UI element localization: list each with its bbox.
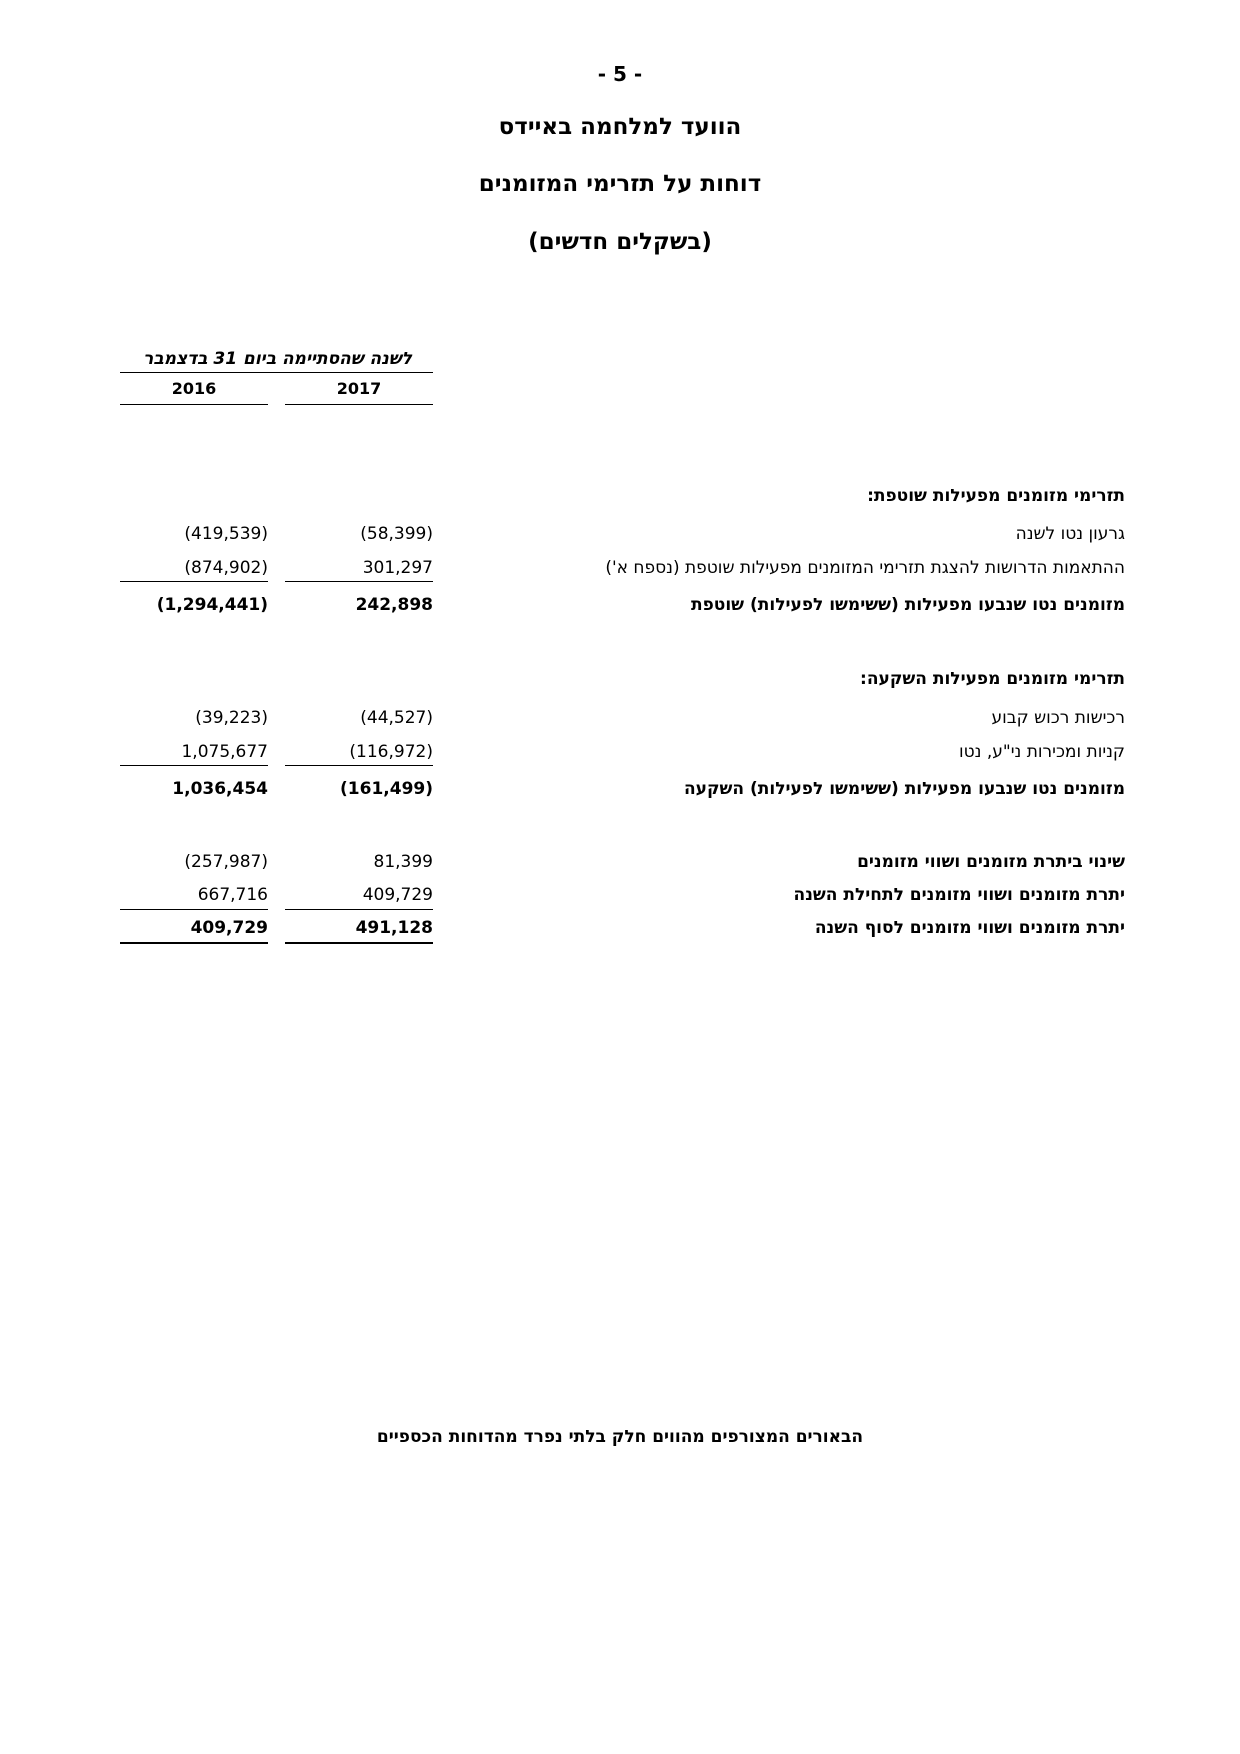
investing-total-2017: (161,499) — [340, 779, 433, 799]
operating-row-2017: 301,297 — [362, 558, 433, 578]
period-header-rule — [120, 372, 433, 373]
investing-row-label: קניות ומכירות ני"ע, נטו — [959, 742, 1125, 762]
cash-opening-2016: 667,716 — [197, 885, 268, 905]
year-2016-header: 2016 — [171, 379, 217, 398]
year-2017-header: 2017 — [336, 379, 382, 398]
cash-change-label: שינוי ביתרת מזומנים ושווי מזומנים — [857, 852, 1125, 872]
total-double-rule — [120, 942, 268, 944]
operating-row-2017: (58,399) — [360, 524, 433, 544]
page-number: - 5 - — [597, 62, 643, 86]
operating-heading: תזרימי מזומנים מפעילות שוטפת: — [867, 486, 1125, 506]
operating-row-2016: (419,539) — [184, 524, 268, 544]
cash-change-2017: 81,399 — [373, 852, 433, 872]
operating-total-2017: 242,898 — [355, 595, 433, 615]
subtotal-rule — [285, 765, 433, 766]
cash-closing-2017: 491,128 — [355, 918, 433, 938]
investing-row-label: רכישות רכוש קבוע — [991, 708, 1125, 728]
subtotal-rule — [120, 765, 268, 766]
investing-total-2016: 1,036,454 — [172, 779, 268, 799]
report-title: דוחות על תזרימי המזומנים — [478, 171, 762, 197]
investing-row-2017: (116,972) — [349, 742, 433, 762]
investing-total-label: מזומנים נטו שנבעו מפעילות (ששימשו לפעילות) השקעה — [683, 779, 1125, 799]
operating-total-label: מזומנים נטו שנבעו מפעילות (ששימשו לפעילות) שוטפת — [691, 595, 1125, 615]
footer-note: הבאורים המצורפים מהווים חלק בלתי נפרד מהדוחות הכספיים — [376, 1427, 864, 1447]
cash-opening-label: יתרת מזומנים ושווי מזומנים לתחילת השנה — [793, 885, 1125, 905]
operating-row-label: ההתאמות הדרושות להצגת תזרימי המזומנים מפעילות שוטפת (נספח א') — [605, 558, 1125, 578]
operating-row-2016: (874,902) — [184, 558, 268, 578]
currency-note: (בשקלים חדשים) — [528, 229, 712, 255]
operating-total-2016: (1,294,441) — [156, 595, 268, 615]
period-header: לשנה שהסתיימה ביום 31 בדצמבר — [143, 349, 412, 369]
investing-heading: תזרימי מזומנים מפעילות השקעה: — [860, 669, 1125, 689]
year-2016-rule — [120, 404, 268, 405]
cash-closing-label: יתרת מזומנים ושווי מזומנים לסוף השנה — [814, 918, 1125, 938]
subtotal-rule — [285, 909, 433, 910]
total-double-rule — [285, 942, 433, 944]
subtotal-rule — [120, 581, 268, 582]
subtotal-rule — [285, 581, 433, 582]
cash-closing-2016: 409,729 — [190, 918, 268, 938]
investing-row-2016: (39,223) — [195, 708, 268, 728]
investing-row-2016: 1,075,677 — [181, 742, 268, 762]
cash-change-2016: (257,987) — [184, 852, 268, 872]
subtotal-rule — [120, 909, 268, 910]
cash-opening-2017: 409,729 — [362, 885, 433, 905]
investing-row-2017: (44,527) — [360, 708, 433, 728]
year-2017-rule — [285, 404, 433, 405]
organization-name: הוועד למלחמה באיידס — [498, 114, 742, 140]
operating-row-label: גרעון נטו לשנה — [1015, 524, 1125, 544]
